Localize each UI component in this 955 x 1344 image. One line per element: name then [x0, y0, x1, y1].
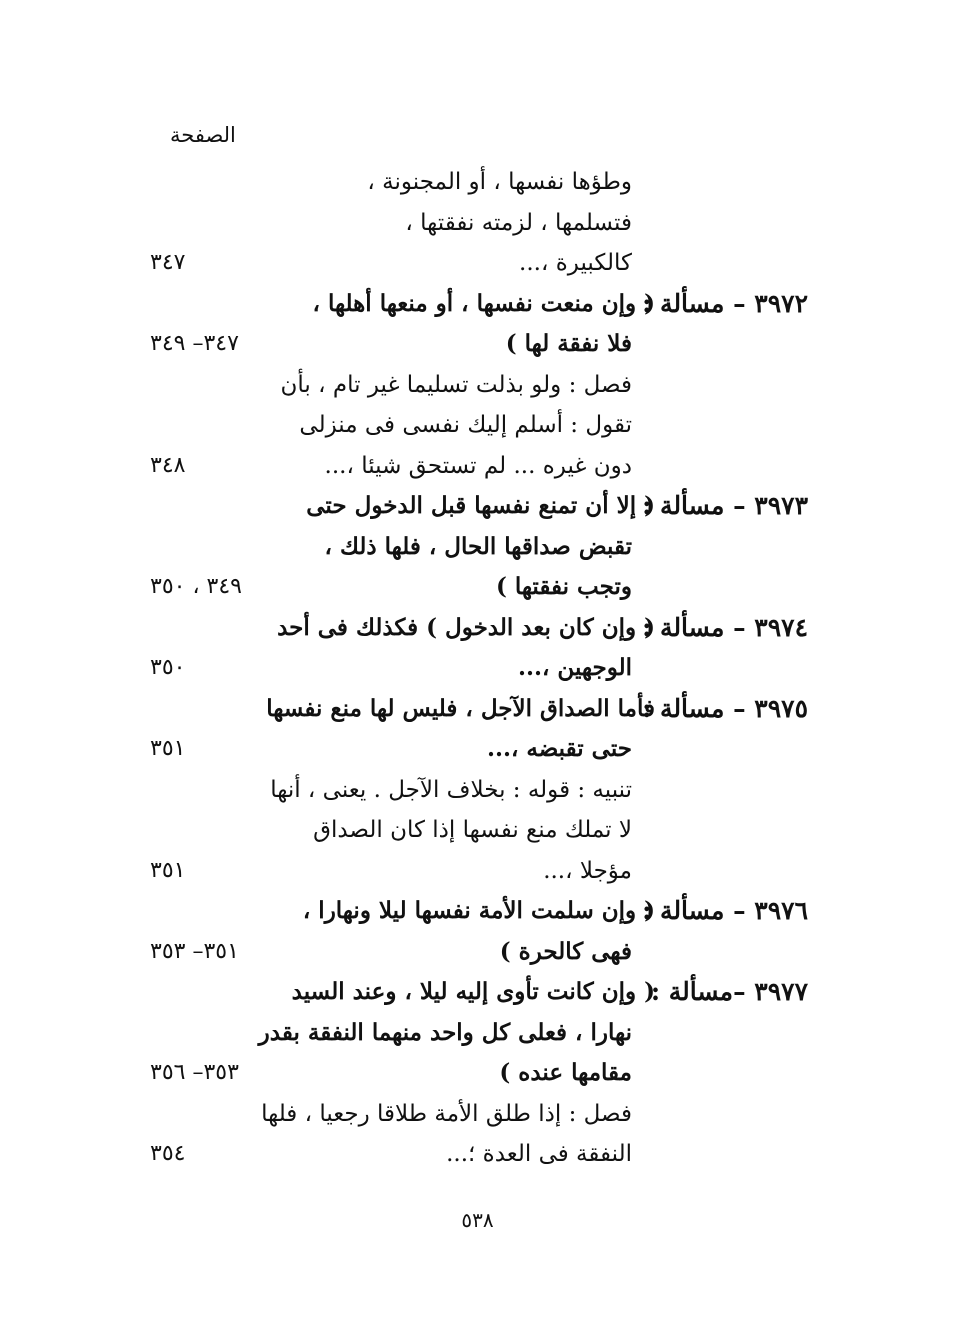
- page-reference: ٣٥٤: [150, 1141, 186, 1166]
- page-reference: ٣٥٣– ٣٥٦: [150, 1060, 239, 1085]
- entry-text-line: وتجب نفقتها ): [495, 573, 632, 600]
- page-reference: ٣٥٠: [150, 655, 186, 680]
- entry-text-line: ( وإن كان بعد الدخول ) فكذلك فى أحد: [277, 613, 655, 641]
- entry-number: ٣٩٧٤ – مسألة :: [642, 612, 808, 642]
- page-reference: ٣٤٧: [150, 250, 186, 275]
- entry-text-line: مؤجلا ،...: [543, 857, 632, 884]
- entry-text-line: ( وإن منعت نفسها ، أو منعها أهلها ،: [312, 289, 655, 317]
- entry-text-line: نهارا ، فعلى كل واحد منهما النفقة بقدر: [258, 1018, 632, 1046]
- entry-text-line: تنبيه : قوله : بخلاف الآجل . يعنى ، أنها: [270, 776, 632, 803]
- page-reference: ٣٤٨: [150, 452, 186, 478]
- page-column-header: الصفحة: [170, 123, 236, 147]
- entry-text-line: لا تملك منع نفسها إذا كان الصداق: [313, 817, 632, 843]
- entry-number: ٣٩٧٥ – مسألة :: [642, 693, 808, 723]
- page-reference: ٣٥١– ٣٥٣: [150, 938, 239, 964]
- entry-text-line: الوجهين ،...: [517, 654, 632, 681]
- page-reference: ٣٤٧– ٣٤٩: [150, 331, 239, 356]
- page-number: ٥٣٨: [461, 1208, 494, 1232]
- entry-text-line: فتسلمها ، لزمته نفقتها ،: [405, 209, 632, 236]
- page-reference: ٣٥١: [150, 736, 186, 761]
- entry-text-line: فصل : ولو بذلت تسليما غير تام ، بأن: [280, 371, 632, 398]
- entry-text-line: فلا نفقة لها ): [505, 330, 632, 357]
- entry-number: ٣٩٧٢ – مسألة :: [642, 288, 808, 318]
- entry-text-line: حتى تقبضه ،...: [486, 735, 632, 762]
- page-reference: ٣٤٩ ، ٣٥٠: [150, 574, 242, 599]
- entry-text-line: النفقة فى العدة ؛...: [446, 1141, 632, 1167]
- entry-text-line: تقبض صداقها الحال ، فلها ذلك ،: [324, 532, 632, 560]
- entry-text-line: فصل : إذا طلق الأمة طلاقا رجعيا ، فلها: [261, 1100, 632, 1127]
- entry-text-line: ( وإن كانت تأوى إليه ليلا ، وعند السيد: [291, 978, 655, 1005]
- page-reference: ٣٥١: [150, 857, 186, 883]
- entry-number: ٣٩٧٧ –مسألة :: [650, 977, 808, 1006]
- entry-text-line: ( وإن سلمت الأمة نفسها ليلا ونهارا ،: [302, 897, 655, 924]
- entry-text-line: دون غيره ... لم تستحق شيئا ،...: [324, 452, 632, 479]
- entry-text-line: مقامها عنده ): [499, 1059, 632, 1086]
- entry-text-line: كالكبيرة ،...: [519, 250, 632, 276]
- entry-number: ٣٩٧٣ – مسألة :: [642, 491, 808, 520]
- entry-text-line: تقول : أسلم إليك نفسى فى منزلى: [299, 412, 632, 438]
- entry-text-line: ( إلا أن تمنع نفسها قبل الدخول حتى: [306, 492, 655, 519]
- entry-text-line: فهى كالحرة ): [499, 937, 632, 965]
- entry-number: ٣٩٧٦ – مسألة :: [642, 896, 808, 925]
- entry-text-line: وطؤها نفسها ، أو المجنونة ،: [367, 169, 632, 195]
- entry-text-line: فأما الصداق الآجل ، فليس لها منع نفسها: [266, 694, 655, 722]
